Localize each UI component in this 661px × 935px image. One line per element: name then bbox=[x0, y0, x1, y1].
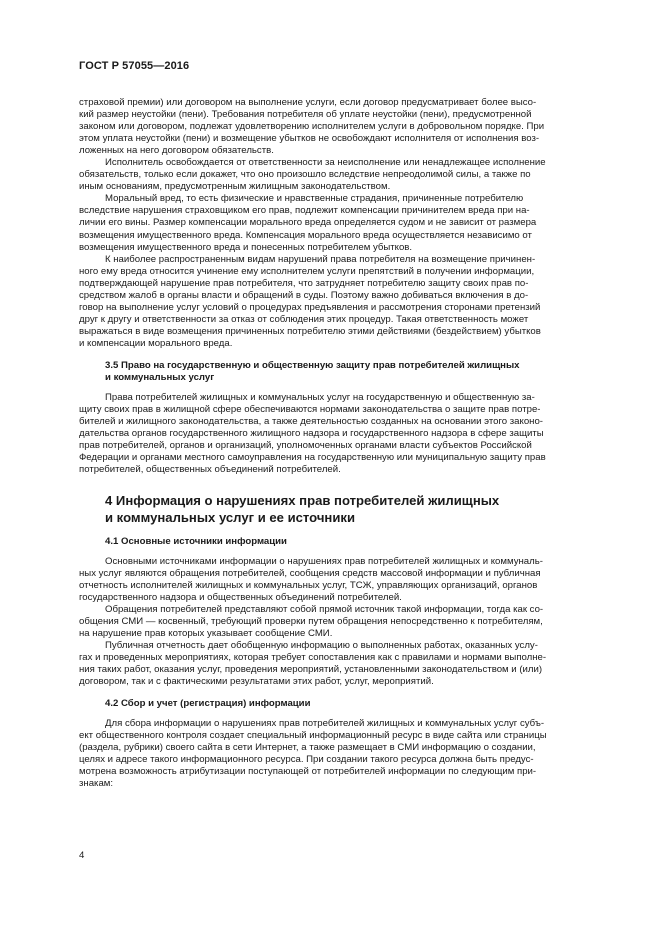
text-line: прав потребителей, органов и организаций, уполномоченных органами власти субъектов Российской bbox=[79, 440, 532, 452]
text-line: друг к другу и ответственности за отказ от соблюдения этих процедур. Такая ответственность может bbox=[79, 313, 529, 325]
text-line: отчетность исполнителей жилищных и коммунальных услуг, ТСЖ, управляющих организаций, органов bbox=[79, 579, 538, 591]
heading-line: 3.5 Право на государственную и общественную защиту прав потребителей жилищных bbox=[105, 359, 520, 371]
text-line: (раздела, рубрики) своего сайта в сети Интернет, а также размещает в СМИ информацию о создании, bbox=[79, 742, 536, 754]
text-line: и компенсации морального вреда. bbox=[79, 337, 233, 349]
text-line: ния таких работ, оказания услуг, проведения мероприятий, установленными законодательством и (или) bbox=[79, 664, 543, 676]
section-4-1-heading bbox=[79, 536, 624, 548]
text-line: общения СМИ — косвенный, требующий проверки путем обращения непосредственно к потребителям, bbox=[79, 615, 543, 627]
text-line: договором, так и с фактическими результатами этих работ, услуг, мероприятий. bbox=[79, 676, 434, 688]
document-header: ГОСТ Р 57055—2016 bbox=[79, 60, 190, 72]
text-line: этом уплата неустойки (пени) и возмещение убытков не освобождают исполнителя от исполнения воз- bbox=[79, 133, 540, 145]
text-line: выражаться в виде возмещения причиненных потребителю этими действиями (бездействием) убытков bbox=[79, 325, 541, 337]
heading-line: 4.2 Сбор и учет (регистрация) информации bbox=[105, 698, 311, 710]
text-line: гах и проведенных мероприятиях, которая требует сопоставления как с правилами и нормами выполне- bbox=[79, 652, 547, 664]
text-line: ных услуг являются обращения потребителей, сообщения средств массовой информации и публичная bbox=[79, 567, 541, 579]
text-line: личии его вины. Размер компенсации морального вреда определяется судом и не зависит от размера bbox=[79, 217, 537, 229]
paragraph bbox=[79, 157, 624, 193]
text-line: Для сбора информации о нарушениях прав потребителей жилищных и коммунальных услуг субъ- bbox=[105, 718, 545, 730]
heading-line: и коммунальных услуг и ее источники bbox=[105, 509, 355, 525]
section-3-5-heading bbox=[79, 360, 624, 384]
text-line: вследствие нарушения страховщиком его прав, подлежит компенсации причинителем вреда при на- bbox=[79, 205, 530, 217]
text-line: Основными источниками информации о нарушениях прав потребителей жилищных и коммуналь- bbox=[105, 555, 543, 567]
heading-line: 4 Информация о нарушениях прав потребителей жилищных bbox=[105, 493, 500, 509]
text-line: возмещения имущественного вреда. Компенсация морального вреда осуществляется независимо от bbox=[79, 229, 532, 241]
text-line: Моральный вред, то есть физические и нравственные страдания, причиненные потребителю bbox=[105, 193, 524, 205]
text-line: законом или договором, подлежат удовлетворению исполнителем услуги в добровольном порядке. При bbox=[79, 121, 545, 133]
text-line: иным основаниям, предусмотренным жилищным законодательством. bbox=[79, 181, 391, 193]
text-line: средством жалоб в органы власти и обращений в суды. Поэтому важно добиваться включения в до- bbox=[79, 289, 529, 301]
text-line: целях и адресе такого информационного ресурса. При создании такого ресурса должна быть предус- bbox=[79, 754, 534, 766]
paragraph bbox=[79, 556, 624, 604]
text-line: подтверждающей нарушение прав потребителя, что затрудняет потребителю защиту своих прав по- bbox=[79, 277, 529, 289]
text-line: знакам: bbox=[79, 778, 114, 790]
section-4-2-heading bbox=[79, 698, 624, 710]
text-line: государственного надзора и общественных объединений потребителей. bbox=[79, 591, 402, 603]
page-number: 4 bbox=[79, 850, 85, 861]
heading-line: 4.1 Основные источники информации bbox=[105, 535, 287, 547]
paragraph bbox=[79, 640, 624, 688]
paragraph bbox=[79, 97, 624, 157]
paragraph bbox=[79, 193, 624, 253]
text-line: Исполнитель освобождается от ответственности за неисполнение или ненадлежащее исполнение bbox=[105, 157, 546, 169]
text-line: Федерации и органами местного самоуправления на государственную или муниципальную защиту прав bbox=[79, 452, 546, 464]
paragraph bbox=[79, 604, 624, 640]
text-line: ложенных на него договором обязательств. bbox=[79, 145, 274, 157]
text-line: обязательств, только если докажет, что оно произошло вследствие непреодолимой силы, а также по bbox=[79, 169, 531, 181]
paragraph bbox=[79, 254, 624, 350]
section-4-heading bbox=[79, 493, 624, 525]
text-line: на нарушение прав которых указывает сообщение СМИ. bbox=[79, 627, 333, 639]
page-content bbox=[79, 97, 624, 790]
paragraph bbox=[79, 718, 624, 790]
text-line: страховой премии) или договором на выполнение услуги, если договор предусматривает более высо- bbox=[79, 97, 537, 108]
text-line: К наиболее распространенным видам нарушений права потребителя на возмещение причинен- bbox=[105, 253, 536, 265]
text-line: кий размер неустойки (пени). Требования потребителя об уплате неустойки (пени), предусмотренной bbox=[79, 109, 532, 121]
text-line: дательства органов государственного жилищного надзора и государственного надзора в сфере защиты bbox=[79, 428, 544, 440]
text-line: потребителей, общественных объединений потребителей. bbox=[79, 464, 341, 476]
text-line: щиту своих прав в жилищной сфере обеспечиваются нормами законодательства о защите прав потре- bbox=[79, 404, 541, 416]
text-line: ного ему вреда относится учинение ему исполнителем услуги препятствий в получении информации, bbox=[79, 265, 535, 277]
text-line: возмещения имущественного вреда и понесенных потребителем убытков. bbox=[79, 241, 413, 253]
heading-line: и коммунальных услуг bbox=[105, 372, 215, 384]
text-line: Обращения потребителей представляют собой прямой источник такой информации, тогда как со- bbox=[105, 603, 544, 615]
text-line: Публичная отчетность дает обобщенную информацию о выполненных работах, оказанных услу- bbox=[105, 639, 538, 651]
text-line: говор на выполнение услуг условий о процедурах предъявления и рассмотрения сторонами претензий bbox=[79, 301, 541, 313]
text-line: Права потребителей жилищных и коммунальных услуг на государственную и общественную за- bbox=[105, 392, 535, 404]
text-line: ект общественного контроля создает специальный информационный ресурс в виде сайта или страницы bbox=[79, 730, 547, 742]
text-line: мотрена возможность атрибутизации поступающей от потребителей информации по следующим при- bbox=[79, 766, 537, 778]
text-line: бителей и жилищного законодательства, а также деятельностью созданных на основании этого законо- bbox=[79, 416, 543, 428]
paragraph bbox=[79, 392, 624, 476]
